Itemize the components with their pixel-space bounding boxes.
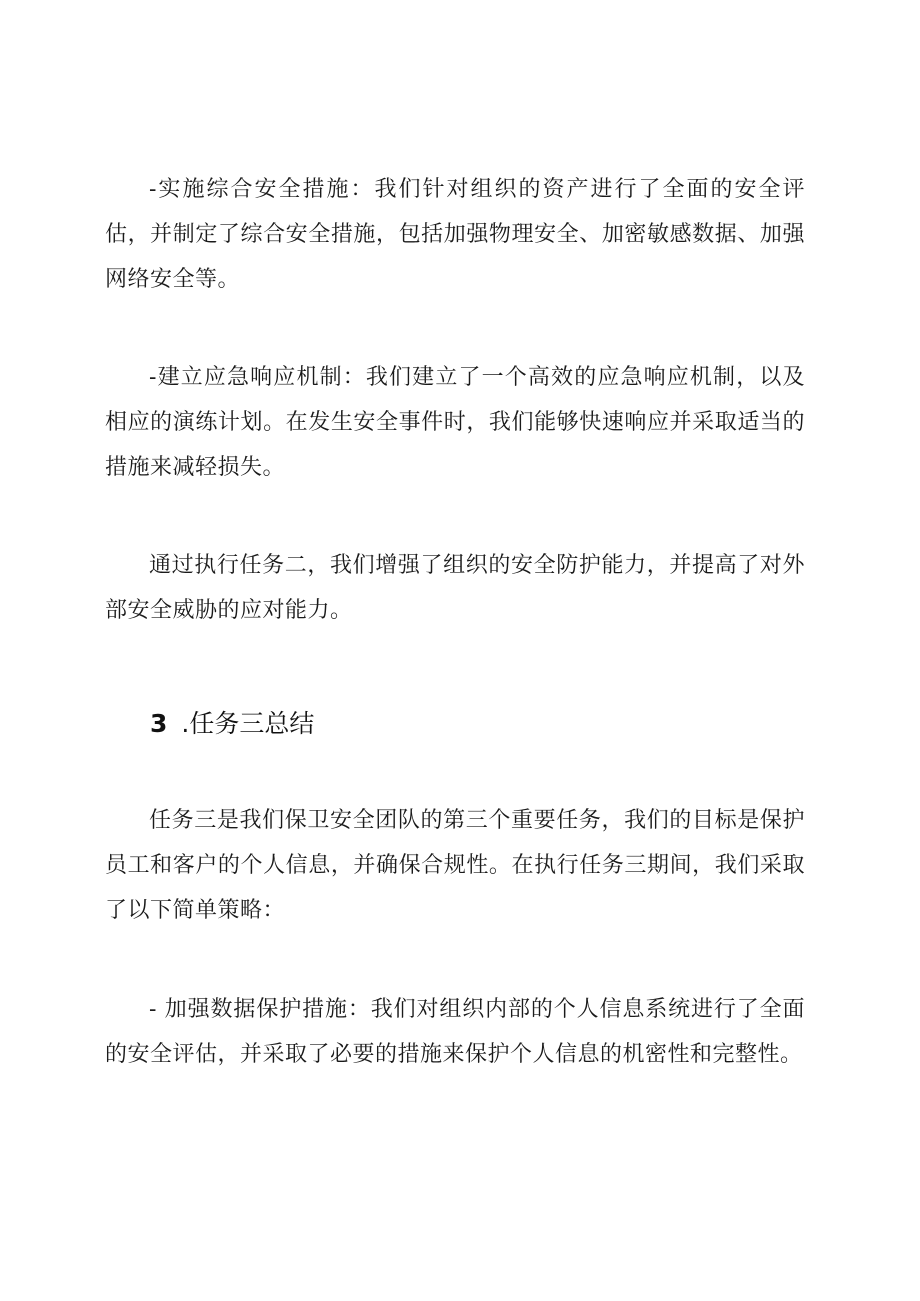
paragraph-data-protection-measures: - 加强数据保护措施：我们对组织内部的个人信息系统进行了全面的安全评估，并采取了必要的措施来保护个人信息的机密性和完整性。 xyxy=(105,997,805,1067)
section-heading-task-three xyxy=(150,704,314,744)
paragraph-comprehensive-security-measures: -实施综合安全措施：我们针对组织的资产进行了全面的安全评估，并制定了综合安全措施，包括加强物理安全、加密敏感数据、加强网络安全等。 xyxy=(105,177,805,292)
section-heading-number: 3 xyxy=(150,709,168,738)
paragraph-task-three-intro: 任务三是我们保卫安全团队的第三个重要任务，我们的目标是保护员工和客户的个人信息，并确保合规性。在执行任务三期间，我们采取了以下简单策略： xyxy=(105,808,805,923)
paragraph-emergency-response: -建立应急响应机制：我们建立了一个高效的应急响应机制，以及相应的演练计划。在发生安全事件时，我们能够快速响应并采取适当的措施来减轻损失。 xyxy=(105,365,805,480)
paragraph-task-two-conclusion: 通过执行任务二，我们增强了组织的安全防护能力，并提高了对外部安全威胁的应对能力。 xyxy=(105,553,805,623)
section-heading-title: .任务三总结 xyxy=(181,709,315,738)
